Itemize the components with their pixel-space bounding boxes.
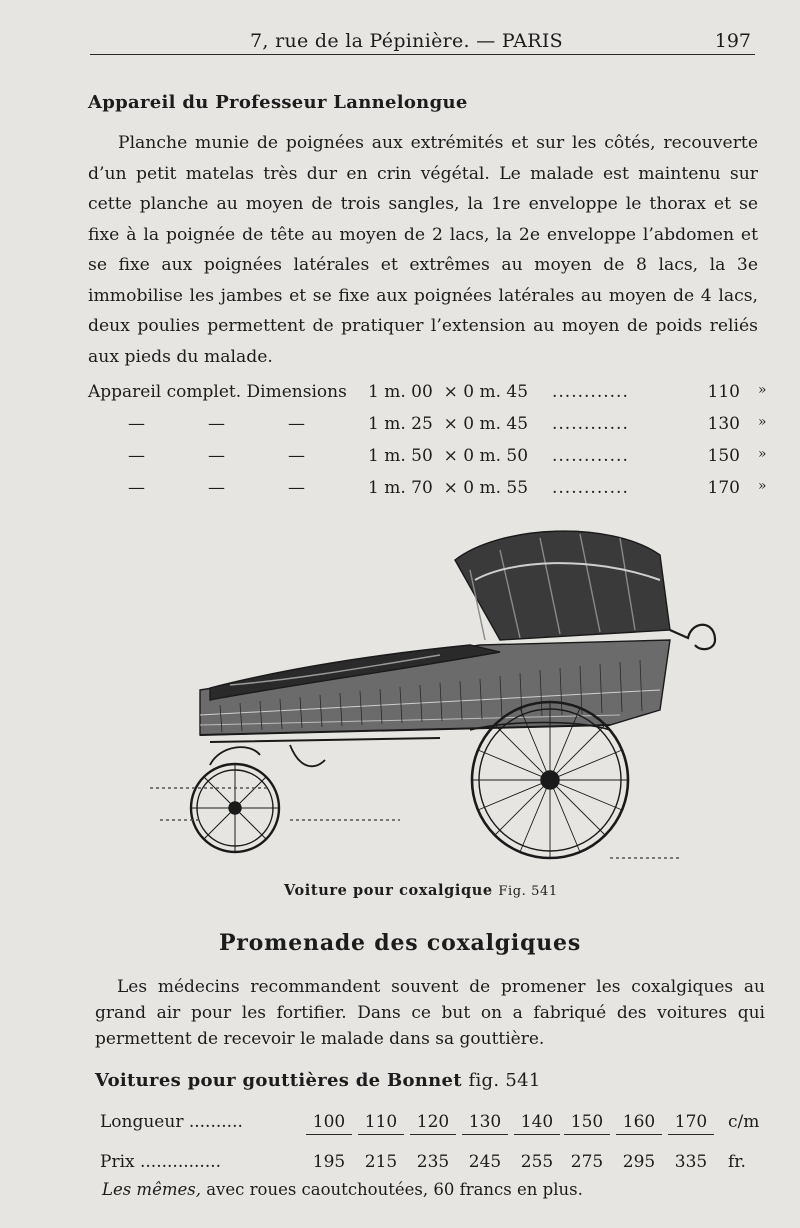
table-cell: 235: [416, 1152, 450, 1172]
leader-dots: ............: [552, 478, 629, 498]
table-cell: 295: [622, 1152, 656, 1172]
table-cell: 255: [520, 1152, 554, 1172]
ditto-dash: —: [128, 446, 145, 466]
price-label: Prix ...............: [100, 1152, 222, 1172]
price-value: 150: [707, 446, 740, 466]
leader-dots: ............: [552, 446, 629, 466]
ditto-dash: —: [128, 414, 145, 434]
ditto-mark: »: [758, 382, 767, 398]
leader-dots: ............: [552, 382, 629, 402]
length-label: Longueur ..........: [100, 1112, 243, 1132]
figure-reference: fig. 541: [468, 1070, 541, 1091]
section-title-lannelongue: Appareil du Professeur Lannelongue: [88, 92, 468, 113]
ditto-dash: —: [208, 478, 225, 498]
table-cell: 245: [468, 1152, 502, 1172]
carriage-illustration: [140, 520, 740, 880]
price-row: [88, 382, 768, 414]
table-cell: 100: [306, 1112, 352, 1135]
description-text: Planche munie de poignées aux extrémités et sur les côtés, recouverte d’un petit matelas très dur en crin végétal. Le malade est maintenu sur cette planche au moyen de trois sangles, la 1re enveloppe le thorax et se fixe à la poignée de tête au moyen de 2 lacs, la 2e enveloppe l’abdomen et se fixe aux poignées latérales et extrêmes au moyen de 8 lacs, la 3e immobilise les jambes et se fixe aux poignées latérales au moyen de 4 lacs, deux poulies permettent de pratiquer l’extension au moyen de poids reliés aux pieds du malade.: [88, 133, 758, 367]
table-cell: 140: [514, 1112, 560, 1135]
leader-dots: ............: [552, 414, 629, 434]
price-table: [100, 1108, 770, 1188]
ditto-mark: »: [758, 446, 767, 462]
description-paragraph: [88, 128, 758, 372]
table-cell: 160: [616, 1112, 662, 1135]
price-value: 130: [707, 414, 740, 434]
ditto-dash: —: [288, 446, 305, 466]
caption-text: Voiture pour coxalgique: [284, 882, 493, 899]
price-row: [88, 446, 768, 478]
ditto-mark: »: [758, 414, 767, 430]
ditto-dash: —: [128, 478, 145, 498]
promenade-paragraph: [95, 974, 765, 1052]
table-cell: 120: [410, 1112, 456, 1135]
length-unit: c/m: [728, 1112, 760, 1132]
page-header: [90, 28, 755, 55]
price-row: [88, 414, 768, 446]
header-address: 7, rue de la Pépinière. — PARIS: [250, 30, 563, 52]
section-title-voitures: [95, 1070, 541, 1091]
table-cell: 335: [674, 1152, 708, 1172]
ditto-dash: —: [288, 414, 305, 434]
price-row-dimensions: 1 m. 50 × 0 m. 50: [368, 446, 529, 466]
price-list: [88, 382, 768, 510]
ditto-mark: »: [758, 478, 767, 494]
table-cell: 215: [364, 1152, 398, 1172]
price-row: [88, 478, 768, 510]
price-unit: fr.: [728, 1152, 746, 1172]
price-value: 110: [707, 382, 740, 402]
table-cell: 275: [570, 1152, 604, 1172]
figure-number: Fig. 541: [498, 884, 558, 899]
section-title-promenade: Promenade des coxalgiques: [218, 930, 582, 956]
table-cell: 130: [462, 1112, 508, 1135]
footnote-italic: Les mêmes,: [102, 1180, 201, 1199]
ditto-dash: —: [288, 478, 305, 498]
page-number: 197: [714, 30, 751, 52]
figure-caption: [284, 882, 558, 899]
footnote-text: avec roues caoutchoutées, 60 francs en plus.: [200, 1180, 583, 1199]
table-cell: 110: [358, 1112, 404, 1135]
ditto-dash: —: [208, 446, 225, 466]
table-cell: 170: [668, 1112, 714, 1135]
price-value: 170: [707, 478, 740, 498]
price-row-dimensions: 1 m. 25 × 0 m. 45: [368, 414, 529, 434]
price-row-dimensions: 1 m. 70 × 0 m. 55: [368, 478, 529, 498]
price-row-label: Appareil complet. Dimensions: [88, 382, 347, 402]
footnote: [102, 1180, 583, 1199]
table-cell: 195: [312, 1152, 346, 1172]
price-row-dimensions: 1 m. 00 × 0 m. 45: [368, 382, 529, 402]
table-row-length: [100, 1108, 770, 1148]
table-cell: 150: [564, 1112, 610, 1135]
subhead-text: Voitures pour gouttières de Bonnet: [95, 1070, 462, 1091]
promenade-text: Les médecins recommandent souvent de promener les coxalgiques au grand air pour les fortifier. Dans ce but on a fabriqué des voitures qui permettent de recevoir le malade dans sa gouttière.: [95, 977, 765, 1049]
ditto-dash: —: [208, 414, 225, 434]
